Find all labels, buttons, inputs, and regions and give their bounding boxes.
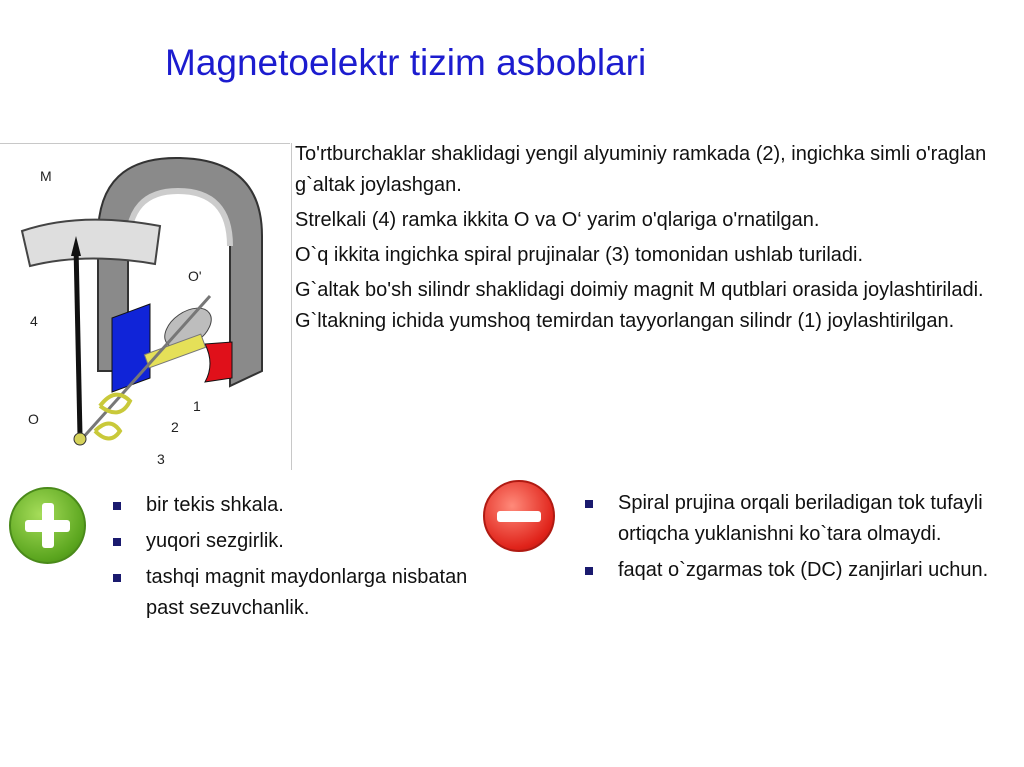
advantage-item: tashqi magnit maydonlarga nisbatan past sezuvchanlik. xyxy=(113,562,473,624)
label-3: 3 xyxy=(157,451,165,467)
label-o: O xyxy=(28,411,39,427)
magnetoelectric-device-diagram xyxy=(0,146,290,470)
pole-south xyxy=(205,342,232,382)
slide-title: Magnetoelektr tizim asboblari xyxy=(165,42,647,83)
description-paragraph: To'rtburchaklar shaklidagi yengil alyuminiy ramkada (2), ingichka simli o'raglan g`altak joylashgan. xyxy=(295,143,987,196)
minus-icon xyxy=(483,480,555,552)
scale xyxy=(22,220,160,266)
label-4: 4 xyxy=(30,313,38,329)
advantage-item: bir tekis shkala. xyxy=(113,490,473,521)
divider-horizontal xyxy=(0,143,290,144)
label-m: M xyxy=(40,168,52,184)
label-2: 2 xyxy=(171,419,179,435)
disadvantage-item: faqat o`zgarmas tok (DC) zanjirlari uchun. xyxy=(585,555,1005,586)
pole-north xyxy=(112,304,150,392)
advantages-list xyxy=(113,490,473,629)
divider-vertical xyxy=(291,143,292,470)
description xyxy=(295,139,995,341)
disadvantages-list xyxy=(585,488,1005,591)
description-paragraph: Strelkali (4) ramka ikkita O va O‘ yarim o'qlariga o'rnatilgan. xyxy=(295,209,820,231)
description-paragraph: O`q ikkita ingichka spiral prujinalar (3) tomonidan ushlab turiladi. xyxy=(295,244,864,266)
pointer xyxy=(76,246,80,436)
plus-icon xyxy=(9,487,86,564)
label-o-prime: O' xyxy=(188,268,202,284)
advantage-item: yuqori sezgirlik. xyxy=(113,526,473,557)
label-1: 1 xyxy=(193,398,201,414)
disadvantage-item: Spiral prujina orqali beriladigan tok tufayli ortiqcha yuklanishni ko`tara olmaydi. xyxy=(585,488,1005,550)
description-paragraph: G`altak bo'sh silindr shaklidagi doimiy magnit M qutblari orasida joylashtiriladi. G`ltakning ichida yumshoq temirdan tayyorlangan silindr (1) joylashtirilgan. xyxy=(295,279,984,332)
